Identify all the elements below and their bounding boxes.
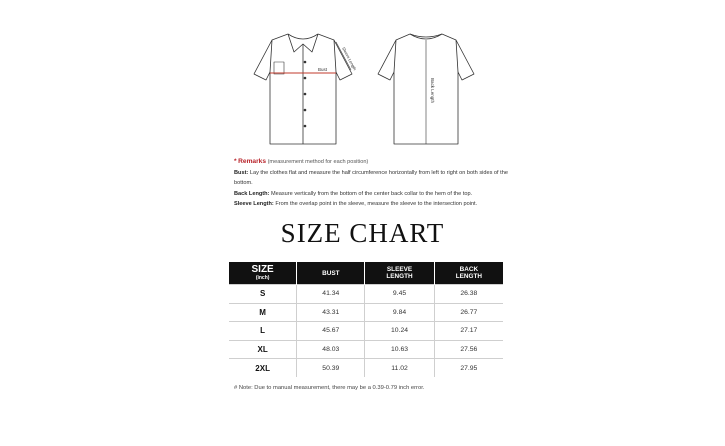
size-table bbox=[229, 262, 503, 377]
remark-sleeve-length bbox=[234, 199, 514, 210]
cell-sleeve: 9.84 bbox=[365, 303, 434, 322]
cell-sleeve: 10.63 bbox=[365, 340, 434, 359]
cell-size: S bbox=[229, 285, 297, 304]
cell-size: M bbox=[229, 303, 297, 322]
header-sleeve-line1: SLEEVE bbox=[386, 266, 413, 273]
cell-size: 2XL bbox=[229, 359, 297, 377]
remark-back-length bbox=[234, 189, 514, 200]
header-back-line2: LENGTH bbox=[455, 273, 482, 280]
cell-bust: 50.39 bbox=[297, 359, 365, 377]
bust-diagram-label: Bust bbox=[318, 67, 328, 72]
remarks-star: * bbox=[234, 158, 237, 165]
cell-bust: 45.67 bbox=[297, 322, 365, 341]
table-row bbox=[229, 359, 503, 377]
sleeve-diagram-label: Sleeve Length bbox=[341, 46, 358, 72]
table-row bbox=[229, 340, 503, 359]
back-length-diagram-label: Back Length bbox=[430, 78, 435, 104]
table-row bbox=[229, 303, 503, 322]
header-bust bbox=[297, 262, 365, 285]
front-shirt-drawing bbox=[254, 34, 352, 144]
remark-bust bbox=[234, 168, 514, 189]
remark-term: Back Length: bbox=[234, 190, 270, 197]
cell-back: 26.38 bbox=[434, 285, 503, 304]
cell-sleeve: 9.45 bbox=[365, 285, 434, 304]
size-chart-title: SIZE CHART bbox=[280, 218, 445, 248]
header-bust-label: BUST bbox=[322, 269, 340, 277]
remark-text: Lay the clothes flat and measure the half circumference horizontally from left to right on both sides of the bottom. bbox=[234, 169, 508, 187]
table-header-row bbox=[229, 262, 503, 285]
cell-bust: 43.31 bbox=[297, 303, 365, 322]
remark-term: Sleeve Length: bbox=[234, 201, 274, 208]
remarks-heading bbox=[234, 157, 514, 168]
header-back-line1: BACK bbox=[459, 266, 479, 273]
cell-bust: 48.03 bbox=[297, 340, 365, 359]
remark-text: Measure vertically from the bottom of the center back collar to the hem of the top. bbox=[271, 190, 473, 197]
cell-size: L bbox=[229, 322, 297, 341]
remark-term: Bust: bbox=[234, 169, 249, 176]
remark-text: From the overlap point in the sleeve, measure the sleeve to the intersection point. bbox=[275, 201, 478, 208]
table-row bbox=[229, 285, 503, 304]
header-size-label: SIZE bbox=[251, 264, 274, 275]
header-sleeve-length bbox=[365, 262, 434, 285]
cell-sleeve: 11.02 bbox=[365, 359, 434, 377]
remarks-section bbox=[234, 157, 514, 210]
remarks-title: Remarks bbox=[238, 158, 266, 165]
cell-back: 27.17 bbox=[434, 322, 503, 341]
cell-back: 27.56 bbox=[434, 340, 503, 359]
cell-sleeve: 10.24 bbox=[365, 322, 434, 341]
measurement-note: # Note: Due to manual measurement, there may be a 0.39-0.79 inch error. bbox=[234, 385, 425, 391]
header-back-length bbox=[434, 262, 503, 285]
header-size-unit: (inch) bbox=[255, 275, 270, 281]
cell-bust: 41.34 bbox=[297, 285, 365, 304]
header-sleeve-line2: LENGTH bbox=[386, 273, 413, 280]
cell-size: XL bbox=[229, 340, 297, 359]
measurement-diagram bbox=[248, 22, 478, 148]
cell-back: 27.95 bbox=[434, 359, 503, 377]
header-size bbox=[229, 262, 297, 285]
table-row bbox=[229, 322, 503, 341]
remarks-subtitle: (measurement method for each position) bbox=[267, 159, 369, 165]
cell-back: 26.77 bbox=[434, 303, 503, 322]
